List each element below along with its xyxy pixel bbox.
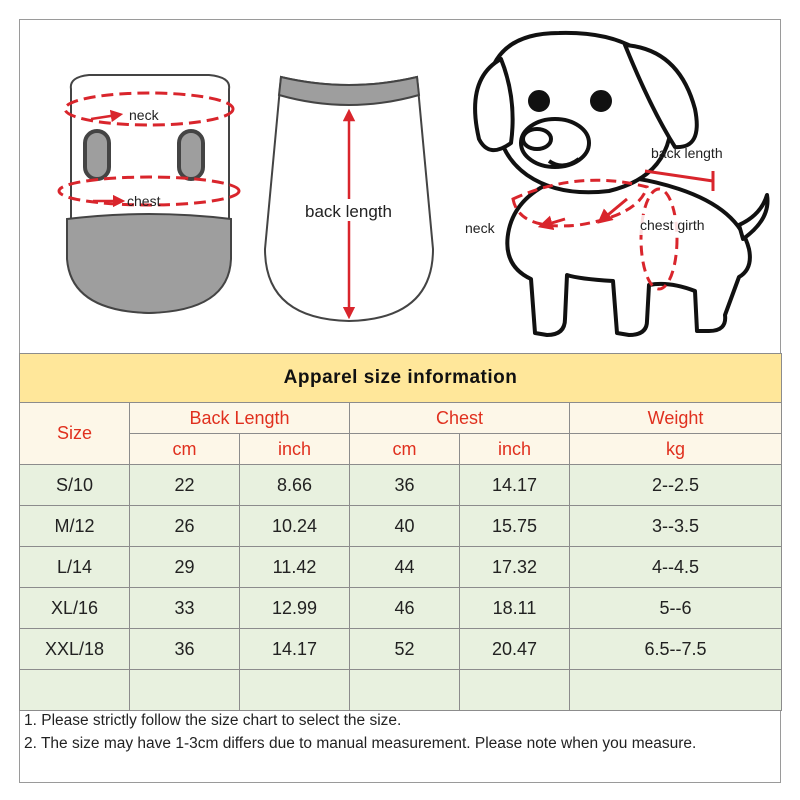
chest-cm-cell: 44 [350, 547, 460, 588]
left-ear [475, 59, 513, 150]
weight-cell: 3--3.5 [570, 506, 782, 547]
table-row [20, 629, 782, 670]
weight-cell: 5--6 [570, 588, 782, 629]
chest-inch-cell: 18.11 [460, 588, 570, 629]
table-row [20, 465, 782, 506]
chest-cm-cell: 52 [350, 629, 460, 670]
chest-cm-cell: 36 [350, 465, 460, 506]
back-length-header: Back Length [130, 403, 350, 434]
weight-cell: 4--4.5 [570, 547, 782, 588]
back-cm-cell: 36 [130, 629, 240, 670]
chest-inch-cell: 15.75 [460, 506, 570, 547]
dog-back-length-label: back length [651, 145, 723, 161]
measurement-illustration [19, 19, 781, 353]
chest-label: chest [127, 193, 161, 209]
size-cell: S/10 [20, 465, 130, 506]
dog-chest-girth-label: chest girth [640, 217, 705, 233]
size-cell: XXL/18 [20, 629, 130, 670]
weight-kg-header: kg [570, 434, 782, 465]
back-cm-cell: 33 [130, 588, 240, 629]
back-inch-cell: 11.42 [240, 547, 350, 588]
note-2: 2. The size may have 1-3cm differs due to manual measurement. Please note when you measure. [24, 735, 697, 752]
dog-illustration [475, 33, 767, 335]
table-row [20, 547, 782, 588]
vest-back [265, 77, 433, 321]
chest-header: Chest [350, 403, 570, 434]
right-eye [592, 92, 610, 110]
table-row [20, 588, 782, 629]
weight-header: Weight [570, 403, 782, 434]
back-cm-cell: 22 [130, 465, 240, 506]
size-cell: M/12 [20, 506, 130, 547]
weight-cell: 6.5--7.5 [570, 629, 782, 670]
dog-back-length-line [645, 171, 713, 181]
size-table [19, 353, 782, 711]
chest-cm-cell: 40 [350, 506, 460, 547]
back-length-inch-header: inch [240, 434, 350, 465]
dog-neck-label: neck [465, 220, 495, 236]
back-inch-cell: 10.24 [240, 506, 350, 547]
chest-inch-cell: 14.17 [460, 465, 570, 506]
chest-inch-cell: 20.47 [460, 629, 570, 670]
size-header: Size [20, 403, 130, 465]
back-cm-cell: 29 [130, 547, 240, 588]
dog-nose [523, 129, 551, 149]
weight-cell: 2--2.5 [570, 465, 782, 506]
chest-inch-cell: 17.32 [460, 547, 570, 588]
back-inch-cell: 14.17 [240, 629, 350, 670]
chest-cm-header: cm [350, 434, 460, 465]
note-1: 1. Please strictly follow the size chart to select the size. [24, 712, 402, 729]
neck-label: neck [129, 107, 159, 123]
back-length-label: back length [305, 202, 392, 221]
size-cell: XL/16 [20, 588, 130, 629]
chest-inch-header: inch [460, 434, 570, 465]
back-inch-cell: 12.99 [240, 588, 350, 629]
left-eye [530, 92, 548, 110]
vest-front [59, 75, 239, 313]
back-length-cm-header: cm [130, 434, 240, 465]
right-armhole [179, 131, 203, 179]
illustration-svg [19, 19, 781, 353]
size-cell: L/14 [20, 547, 130, 588]
left-armhole [85, 131, 109, 179]
table-row [20, 506, 782, 547]
size-notes [20, 707, 780, 782]
table-title: Apparel size information [20, 354, 782, 403]
empty-row [20, 670, 782, 711]
chest-cm-cell: 46 [350, 588, 460, 629]
back-cm-cell: 26 [130, 506, 240, 547]
back-inch-cell: 8.66 [240, 465, 350, 506]
